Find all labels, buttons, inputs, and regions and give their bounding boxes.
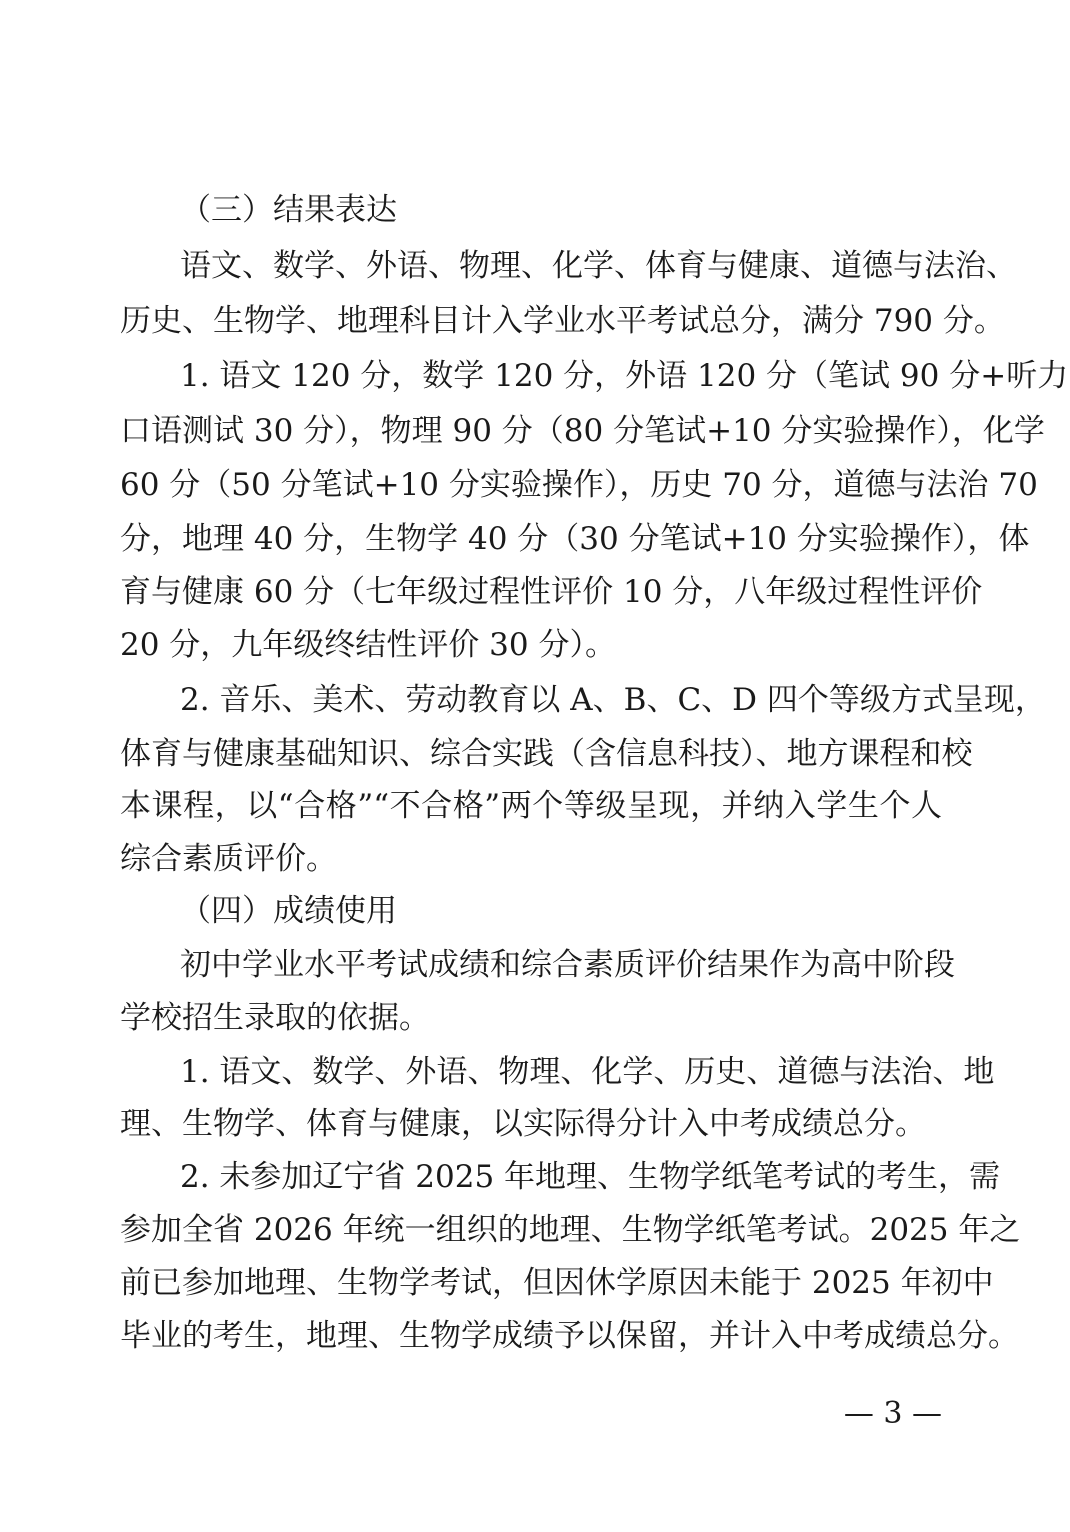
- page-number: — 3 —: [843, 1396, 942, 1431]
- paragraph-line: 2. 未参加辽宁省 2025 年地理、生物学纸笔考试的考生，需: [180, 1159, 1001, 1195]
- paragraph-line: 理、生物学、体育与健康，以实际得分计入中考成绩总分。: [120, 1106, 926, 1142]
- paragraph-line: 育与健康 60 分（七年级过程性评价 10 分，八年级过程性评价: [120, 574, 983, 610]
- paragraph-line: 60 分（50 分笔试+10 分实验操作），历史 70 分，道德与法治 70: [120, 467, 1038, 503]
- section-heading-result-expression: （三）结果表达: [180, 192, 397, 228]
- paragraph-line: 学校招生录取的依据。: [120, 1000, 430, 1036]
- paragraph-line: 历史、生物学、地理科目计入学业水平考试总分，满分 790 分。: [120, 303, 1005, 339]
- paragraph-line: 1. 语文、数学、外语、物理、化学、历史、道德与法治、地: [180, 1054, 995, 1090]
- paragraph-line: 体育与健康基础知识、综合实践（含信息科技）、地方课程和校: [120, 736, 973, 772]
- paragraph-line: 口语测试 30 分），物理 90 分（80 分笔试+10 分实验操作），化学: [120, 413, 1045, 449]
- paragraph-line: 语文、数学、外语、物理、化学、体育与健康、道德与法治、: [180, 248, 1017, 284]
- paragraph-line: 初中学业水平考试成绩和综合素质评价结果作为高中阶段: [180, 947, 955, 983]
- paragraph-line: 1. 语文 120 分，数学 120 分，外语 120 分（笔试 90 分+听力: [180, 358, 1069, 394]
- paragraph-line: 参加全省 2026 年统一组织的地理、生物学纸笔考试。2025 年之: [120, 1212, 1021, 1248]
- paragraph-line: 综合素质评价。: [120, 841, 337, 877]
- paragraph-line: 前已参加地理、生物学考试，但因休学原因未能于 2025 年初中: [120, 1265, 994, 1301]
- section-heading-score-usage: （四）成绩使用: [180, 893, 397, 929]
- paragraph-line: 分，地理 40 分，生物学 40 分（30 分笔试+10 分实验操作），体: [120, 521, 1030, 557]
- paragraph-line: 本课程，以“合格”“不合格”两个等级呈现，并纳入学生个人: [120, 788, 942, 824]
- paragraph-line: 20 分，九年级终结性评价 30 分）。: [120, 627, 616, 663]
- paragraph-line: 毕业的考生，地理、生物学成绩予以保留，并计入中考成绩总分。: [120, 1318, 1019, 1354]
- paragraph-line: 2. 音乐、美术、劳动教育以 A、B、C、D 四个等级方式呈现，: [180, 682, 1046, 718]
